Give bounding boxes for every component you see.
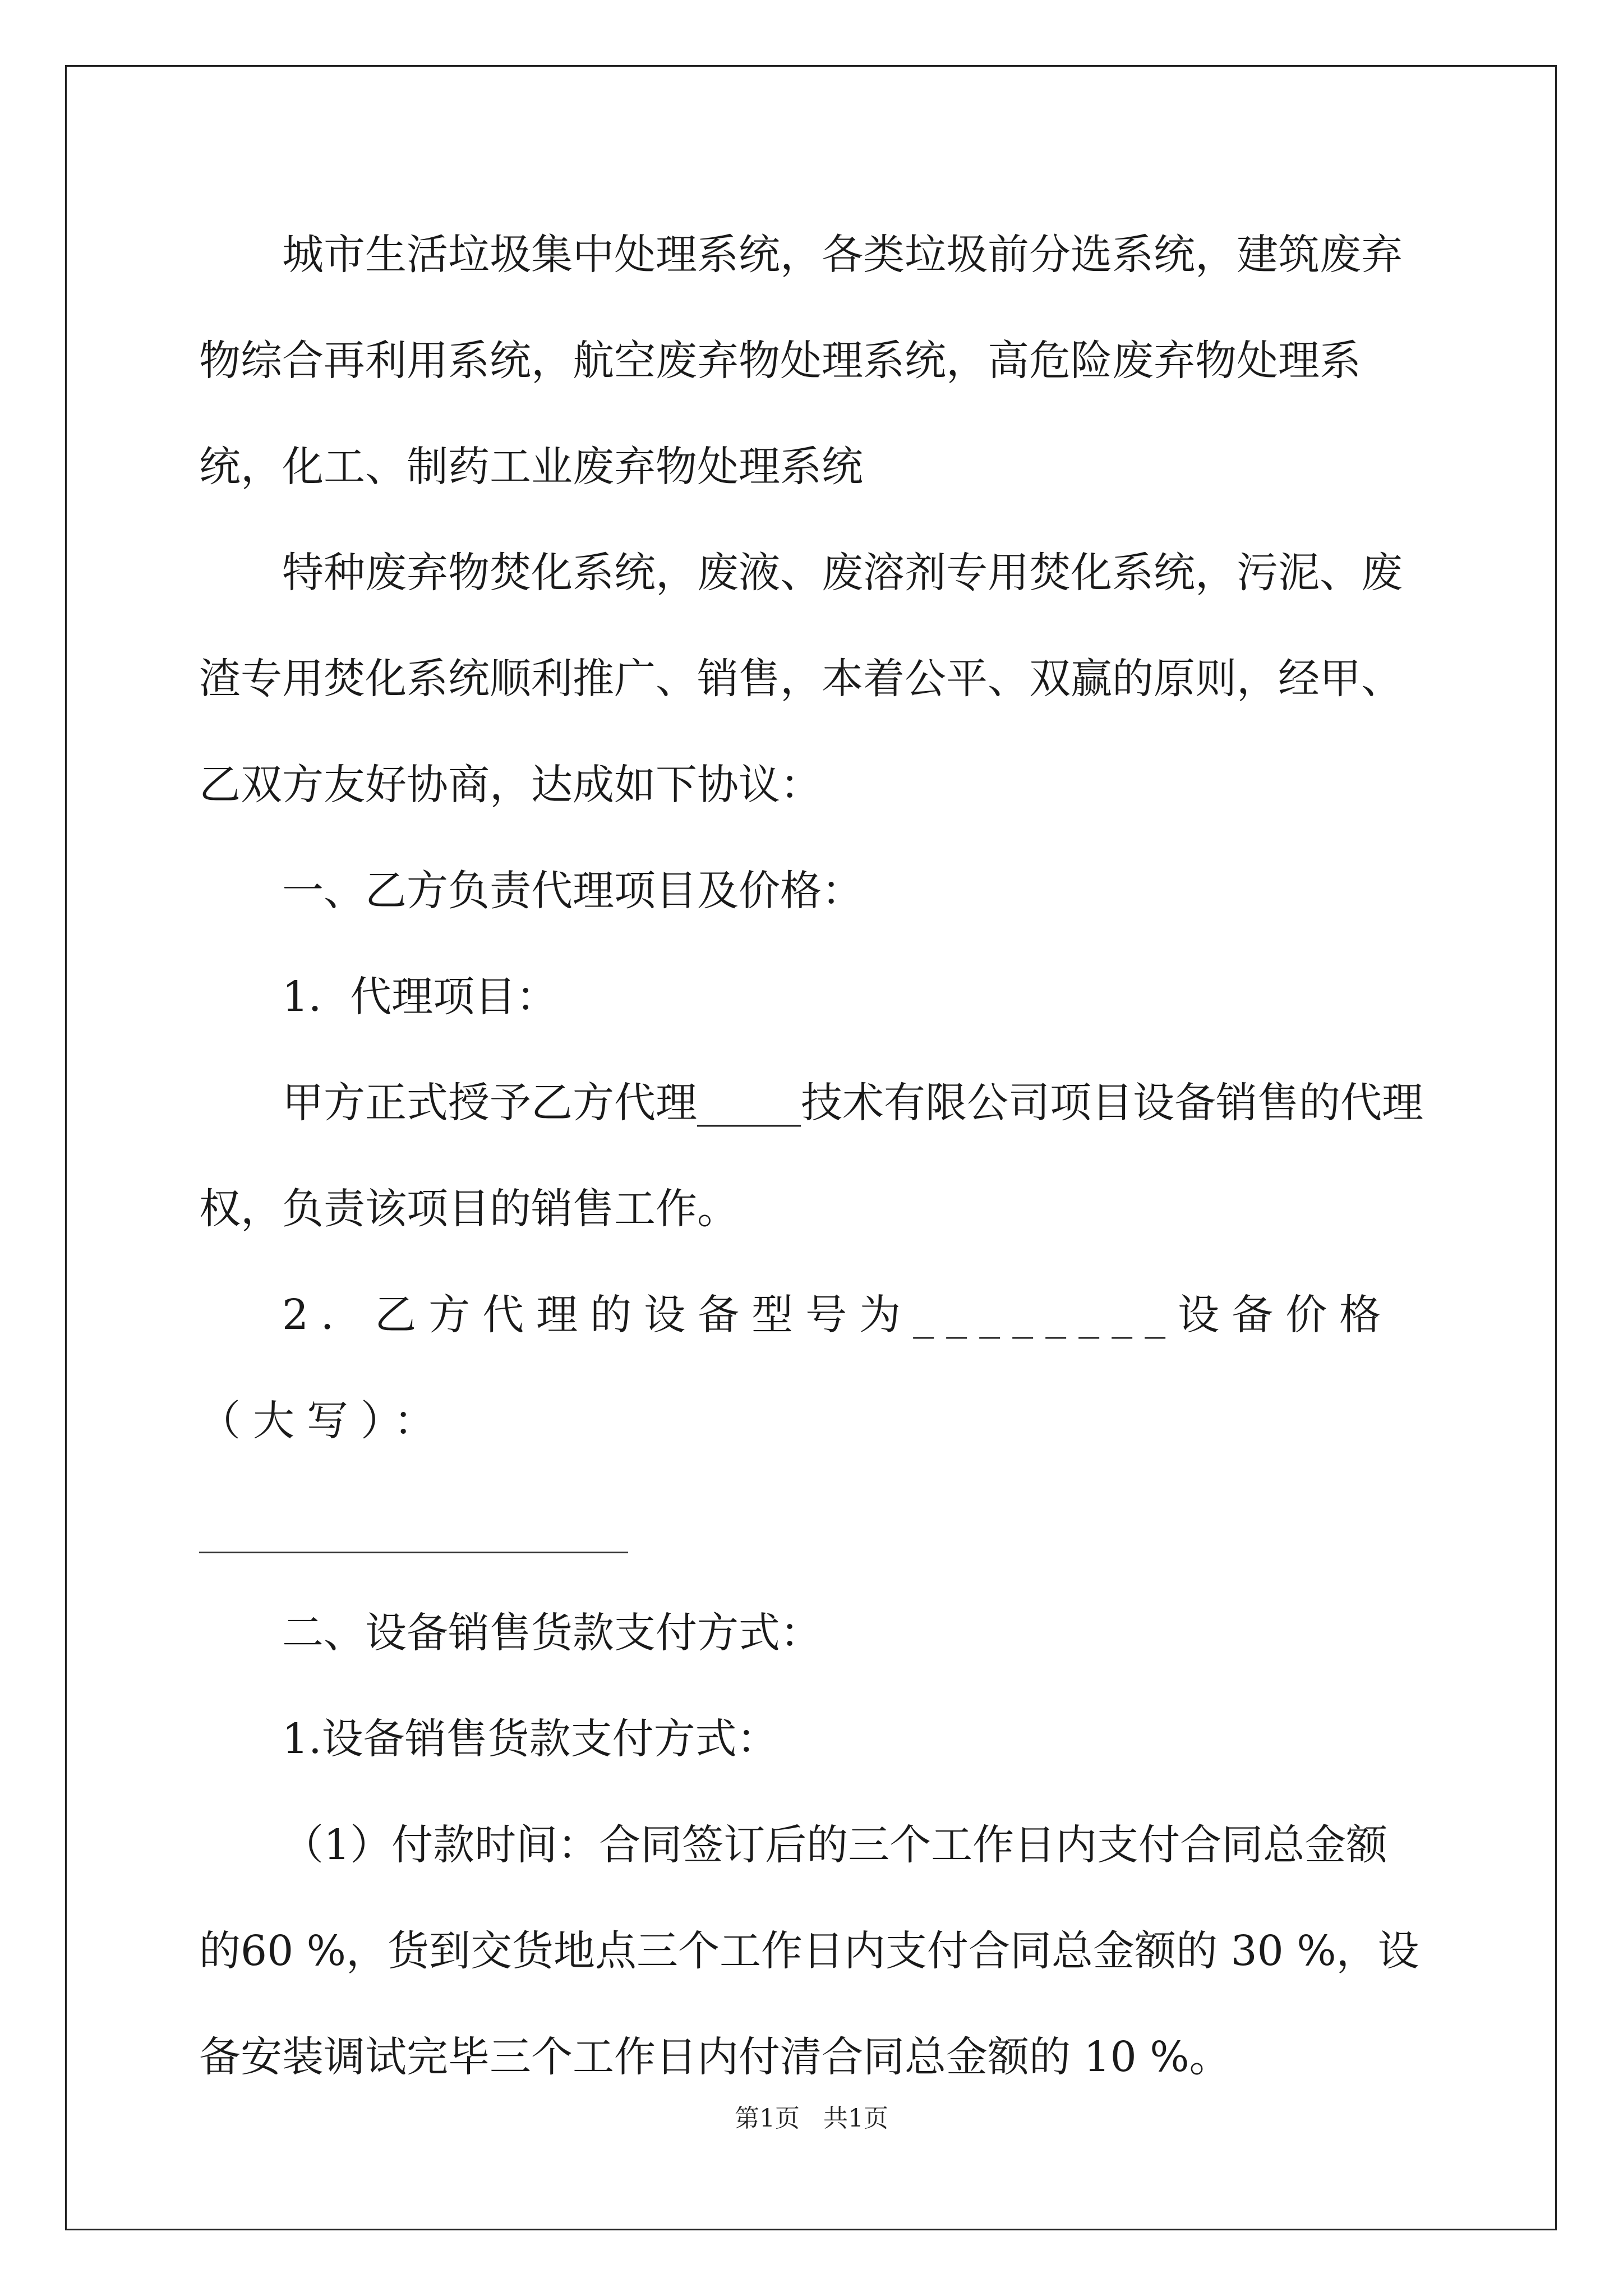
page-number-footer: 第1页 共1页 xyxy=(735,2104,888,2133)
paragraph-equipment-model-price: 2．乙方代理的设备型号为________设备价格（大写）： xyxy=(199,1291,1394,1445)
section-heading-payment-method: 二、设备销售货款支付方式： xyxy=(282,1609,822,1657)
section-heading-agency-items: 一、乙方负责代理项目及价格： xyxy=(282,867,863,915)
paragraph-payment-schedule: （1）付款时间：合同签订后的三个工作日内支付合同总金额的60 %，货到交货地点三个工作日内支付合同总金额的 30 %，设备安装调试完毕三个工作日内付清合同总金额的 10 %。 xyxy=(199,1821,1419,2081)
subheading-agency-project: 1．代理项目： xyxy=(282,973,558,1021)
paragraph-incineration-agreement: 特种废弃物焚化系统，废液、废溶剂专用焚化系统，污泥、废渣专用焚化系统顺利推广、销售，本着公平、双赢的原则，经甲、乙双方友好协商，达成如下协议： xyxy=(199,549,1403,809)
document-body xyxy=(199,202,1427,2110)
subheading-payment-method: 1.设备销售货款支付方式： xyxy=(282,1715,778,1763)
paragraph-waste-systems: 城市生活垃圾集中处理系统，各类垃圾前分选系统，建筑废弃物综合再利用系统，航空废弃物处理系统，高危险废弃物处理系统，化工、制药工业废弃物处理系统 xyxy=(199,231,1403,491)
fill-in-blank-line xyxy=(199,1474,628,1580)
paragraph-agency-grant: 甲方正式授予乙方代理_____技术有限公司项目设备销售的代理权，负责该项目的销售工作。 xyxy=(199,1079,1423,1233)
